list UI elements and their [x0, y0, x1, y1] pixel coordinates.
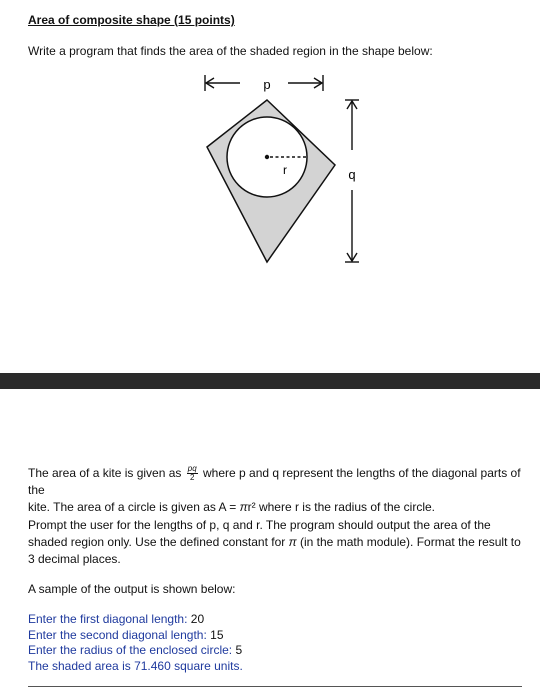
bottom-rule	[28, 686, 522, 687]
sample-value: 15	[210, 627, 224, 642]
p-label: p	[263, 77, 271, 92]
r-label: r	[283, 163, 287, 177]
fraction-denominator: 2	[189, 473, 195, 483]
r-squared: r²	[247, 500, 256, 515]
sample-line	[28, 628, 243, 644]
fraction-numerator: pq	[187, 464, 197, 474]
sample-value: 20	[190, 612, 205, 626]
para1-text-d: where r is the radius of the circle.	[255, 500, 436, 515]
sample-output-label: A sample of the output is shown below:	[28, 582, 236, 596]
pq-over-2-fraction	[187, 465, 198, 482]
para1-text-b: where p and q represent the lengths of the diagonal parts of the	[28, 466, 521, 498]
pi-symbol-2: π	[288, 535, 297, 549]
sample-line	[28, 612, 243, 628]
para1-text-c: kite. The area of a circle is given as A =	[28, 500, 240, 515]
q-label: q	[348, 167, 356, 182]
page-title: Area of composite shape (15 points)	[28, 13, 235, 27]
para1-text-a: The area of a kite is given as	[28, 466, 185, 480]
instructions-paragraph	[28, 517, 526, 568]
sample-line	[28, 643, 243, 659]
sample-output	[28, 612, 243, 674]
kite-diagram	[195, 70, 365, 270]
pi-symbol: π	[239, 500, 248, 515]
para2-text-a: Prompt the user for the lengths of p, q and r. The program should output the area of the shaded region only. Use the defined constant for	[28, 518, 491, 549]
sample-result: The shaded area is 71.460 square units.	[28, 658, 243, 673]
section-divider	[0, 373, 540, 389]
circle-center-dot	[265, 155, 269, 159]
sample-prompt: Enter the second diagonal length:	[28, 627, 211, 642]
kite-figure	[195, 70, 365, 270]
sample-prompt: Enter the first diagonal length:	[28, 612, 191, 626]
sample-prompt: Enter the radius of the enclosed circle:	[28, 643, 236, 657]
para2-text-b: (in the math module). Format the result to 3 decimal places.	[28, 535, 521, 566]
kite-formula-paragraph	[28, 465, 526, 516]
sample-line	[28, 659, 243, 675]
intro-text: Write a program that finds the area of the shaded region in the shape below:	[28, 44, 433, 58]
sample-value: 5	[235, 643, 243, 657]
